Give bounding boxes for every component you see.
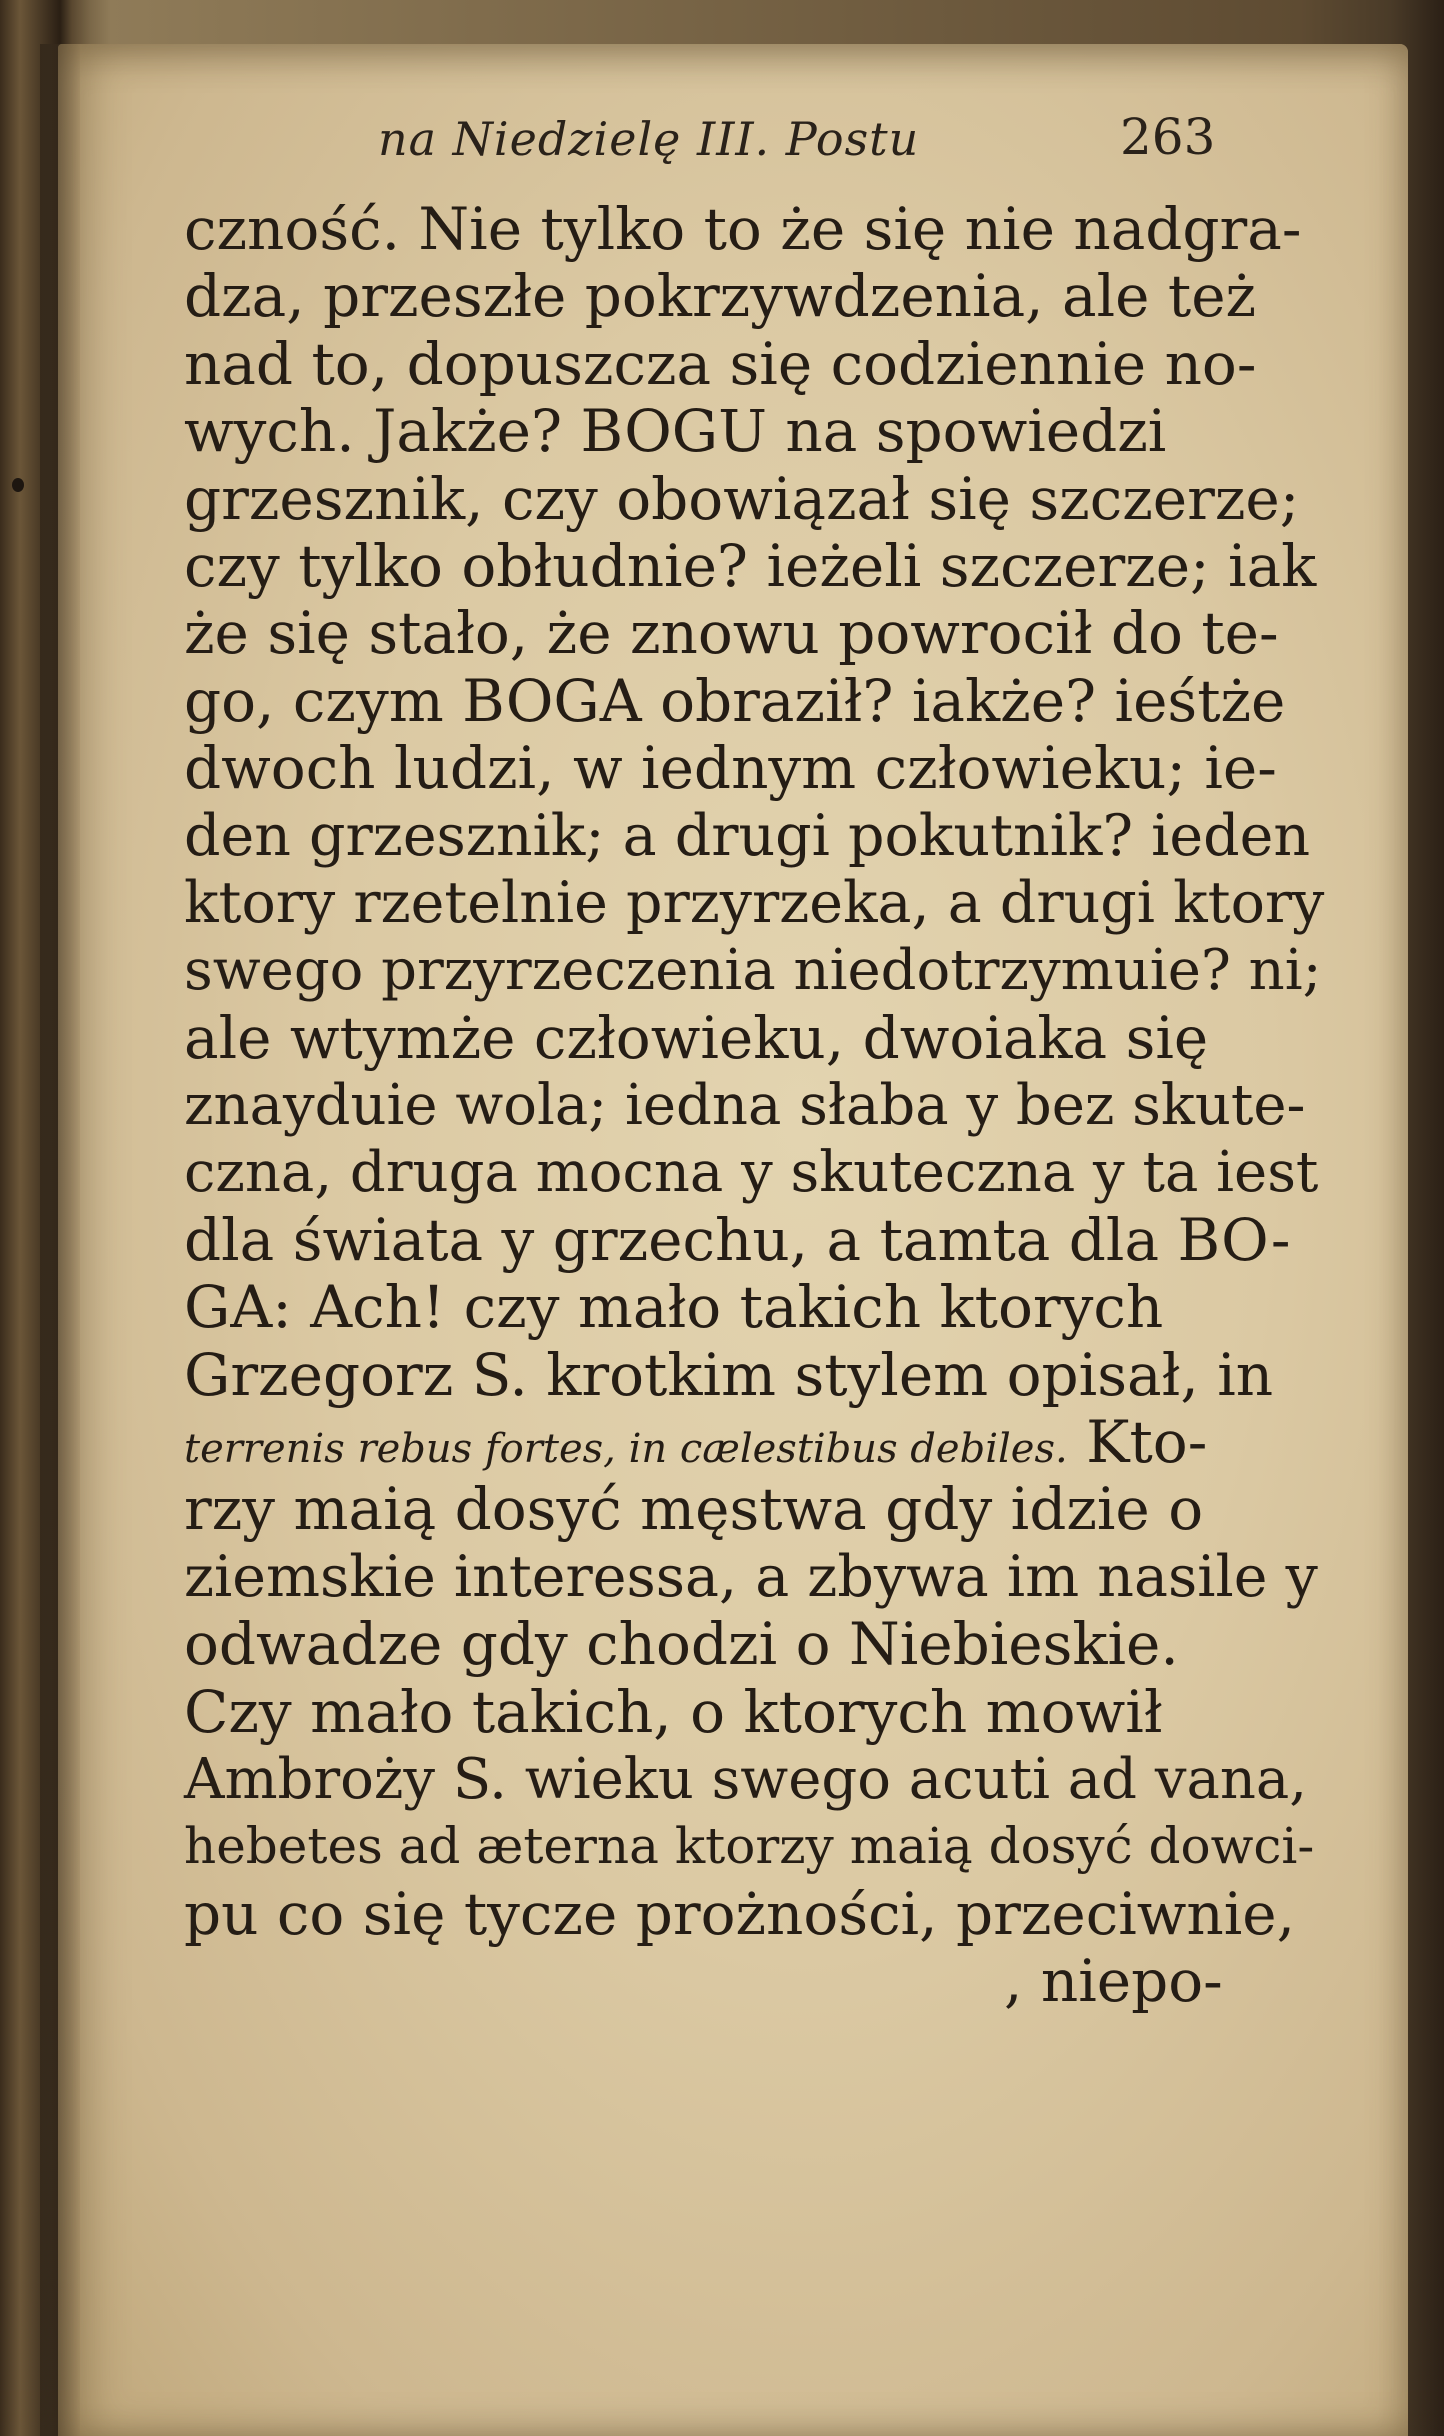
text-line: rzy maią dosyć męstwa gdy idzie o xyxy=(184,1475,1204,1544)
text-line: dza, przeszłe pokrzywdzenia, ale też xyxy=(184,262,1257,331)
text-line: dla świata y grzechu, a tamta dla BO- xyxy=(184,1205,1291,1274)
page-gutter xyxy=(40,44,80,2436)
running-title: na Niedzielę III. Postu xyxy=(378,112,920,166)
text-line: znayduie wola; iedna słaba y bez skute- xyxy=(184,1073,1306,1139)
italic-text-line xyxy=(184,1409,1324,1476)
text-line: swego przyrzeczenia niedotrzymuie? ni; xyxy=(184,938,1322,1004)
text-line: Grzegorz S. krotkim stylem opisał, in xyxy=(184,1340,1274,1409)
text-line: czy tylko obłudnie? ieżeli szczerze; iak xyxy=(184,531,1317,600)
text-line: ziemskie interessa, a zbywa im nasile y xyxy=(184,1543,1318,1610)
text-line: Czy mało takich, o ktorych mowił xyxy=(184,1677,1163,1746)
text-line: hebetes ad æterna ktorzy maią dosyć dowci- xyxy=(184,1817,1315,1876)
ink-spot xyxy=(12,478,24,492)
text-line: czność. Nie tylko to że się nie nadgra- xyxy=(184,195,1302,263)
text-line: ale wtymże człowieku, dwoiaka się xyxy=(184,1003,1209,1072)
text-line: odwadze gdy chodzi o Niebieskie. xyxy=(184,1610,1179,1679)
text-line: dwoch ludzi, w iednym człowieku; ie- xyxy=(184,734,1277,803)
text-line: den grzesznik; a drugi pokutnik? ieden xyxy=(184,802,1311,869)
text-line: pu co się tycze prożności, przeciwnie, xyxy=(184,1879,1296,1948)
page-number: 263 xyxy=(1120,108,1216,166)
text-line: go, czym BOGA obraził? iakże? ieśtże xyxy=(184,666,1286,735)
catchword: , niepo- xyxy=(1004,1947,1223,2016)
text-line: nad to, dopuszcza się codziennie no- xyxy=(184,329,1257,398)
text-line: że się stało, że znowu powrocił do te- xyxy=(184,599,1279,668)
text-line: czna, druga mocna y skuteczna y ta iest xyxy=(184,1140,1319,1206)
text-line: ktory rzetelnie przyrzeka, a drugi ktory xyxy=(184,869,1325,936)
text-line: wych. Jakże? BOGU na spowiedzi xyxy=(184,397,1167,466)
page-header xyxy=(0,108,1444,182)
text-line: Ambroży S. wieku swego acuti ad vana, xyxy=(184,1746,1308,1812)
latin-quote: terrenis rebus fortes, in cælestibus debiles. xyxy=(184,1426,1068,1473)
text-line: GA: Ach! czy mało takich ktorych xyxy=(184,1273,1164,1342)
text-line-tail: Kto- xyxy=(1067,1408,1208,1477)
text-line: grzesznik, czy obowiązał się szczerze; xyxy=(184,464,1300,533)
body-text xyxy=(184,196,1324,2016)
